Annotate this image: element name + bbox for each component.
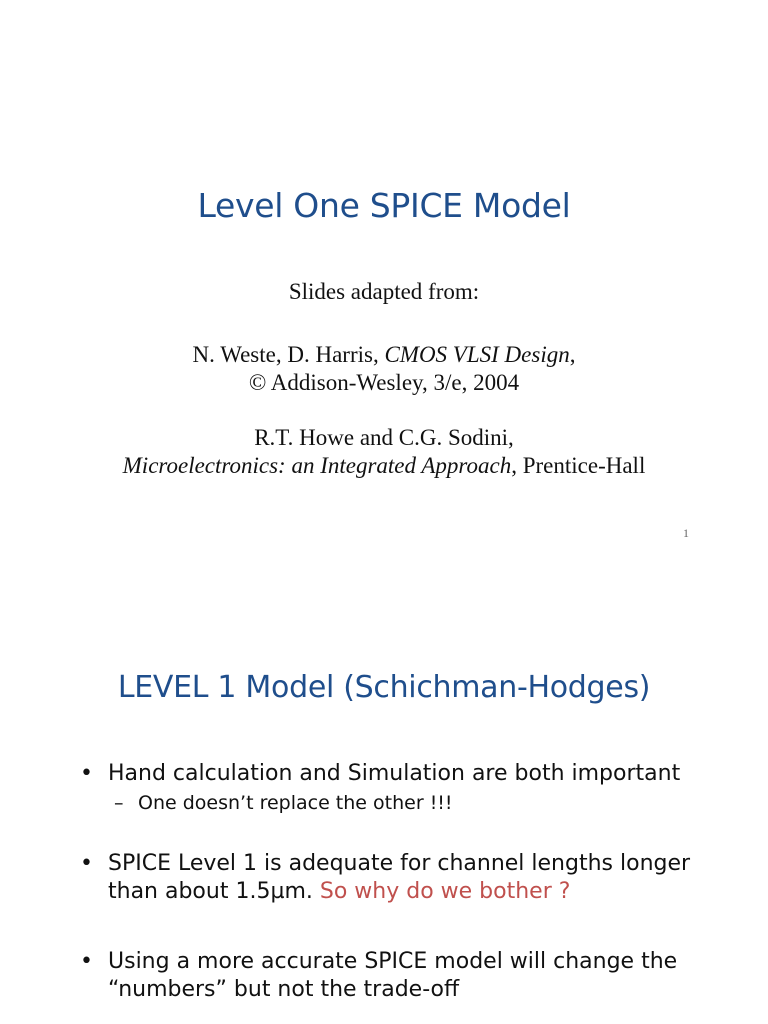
bullet-text: SPICE Level 1 is adequate for channel lengths longer than about 1.5µm. [108,851,691,904]
credit-line [0,341,768,369]
dash-icon: – [114,792,124,814]
credit-publisher: © Addison-Wesley, 3/e, 2004 [248,370,520,395]
bullet-highlight: So why do we bother ? [319,879,571,904]
bullet-item [80,850,720,906]
credit-authors: R.T. Howe and C.G. Sodini, [254,425,514,450]
credit-publisher: , Prentice-Hall [511,453,646,478]
credit-intro: Slides adapted from: [288,279,480,304]
sub-bullet-text: One doesn’t replace the other !!! [138,792,453,814]
credit-punctuation: , [569,342,576,367]
bullet-icon: • [80,949,93,974]
bullet-icon: • [80,851,93,876]
credit-book-title: CMOS VLSI Design [384,342,570,367]
bullet-item [80,760,720,788]
bullet-list [80,760,720,1004]
bullet-text: Using a more accurate SPICE model will change the “numbers” but not the trade-off [108,949,678,1002]
page-number: 1 [683,526,689,540]
slide-2 [0,576,768,1024]
bullet-text: Hand calculation and Simulation are both important [108,761,681,786]
credit-book-title: Microelectronics: an Integrated Approach [122,453,512,478]
credit-line [0,452,768,480]
bullet-item [80,948,720,1004]
bullet-icon: • [80,761,93,786]
credit-weste-harris [0,341,768,397]
slide-title: Level One SPICE Model [197,186,571,225]
credit-howe-sodini [0,424,768,480]
sub-bullet-item [80,788,720,818]
credit-authors: N. Weste, D. Harris, [192,342,385,367]
slide-title: LEVEL 1 Model (Schichman-Hodges) [117,670,651,705]
